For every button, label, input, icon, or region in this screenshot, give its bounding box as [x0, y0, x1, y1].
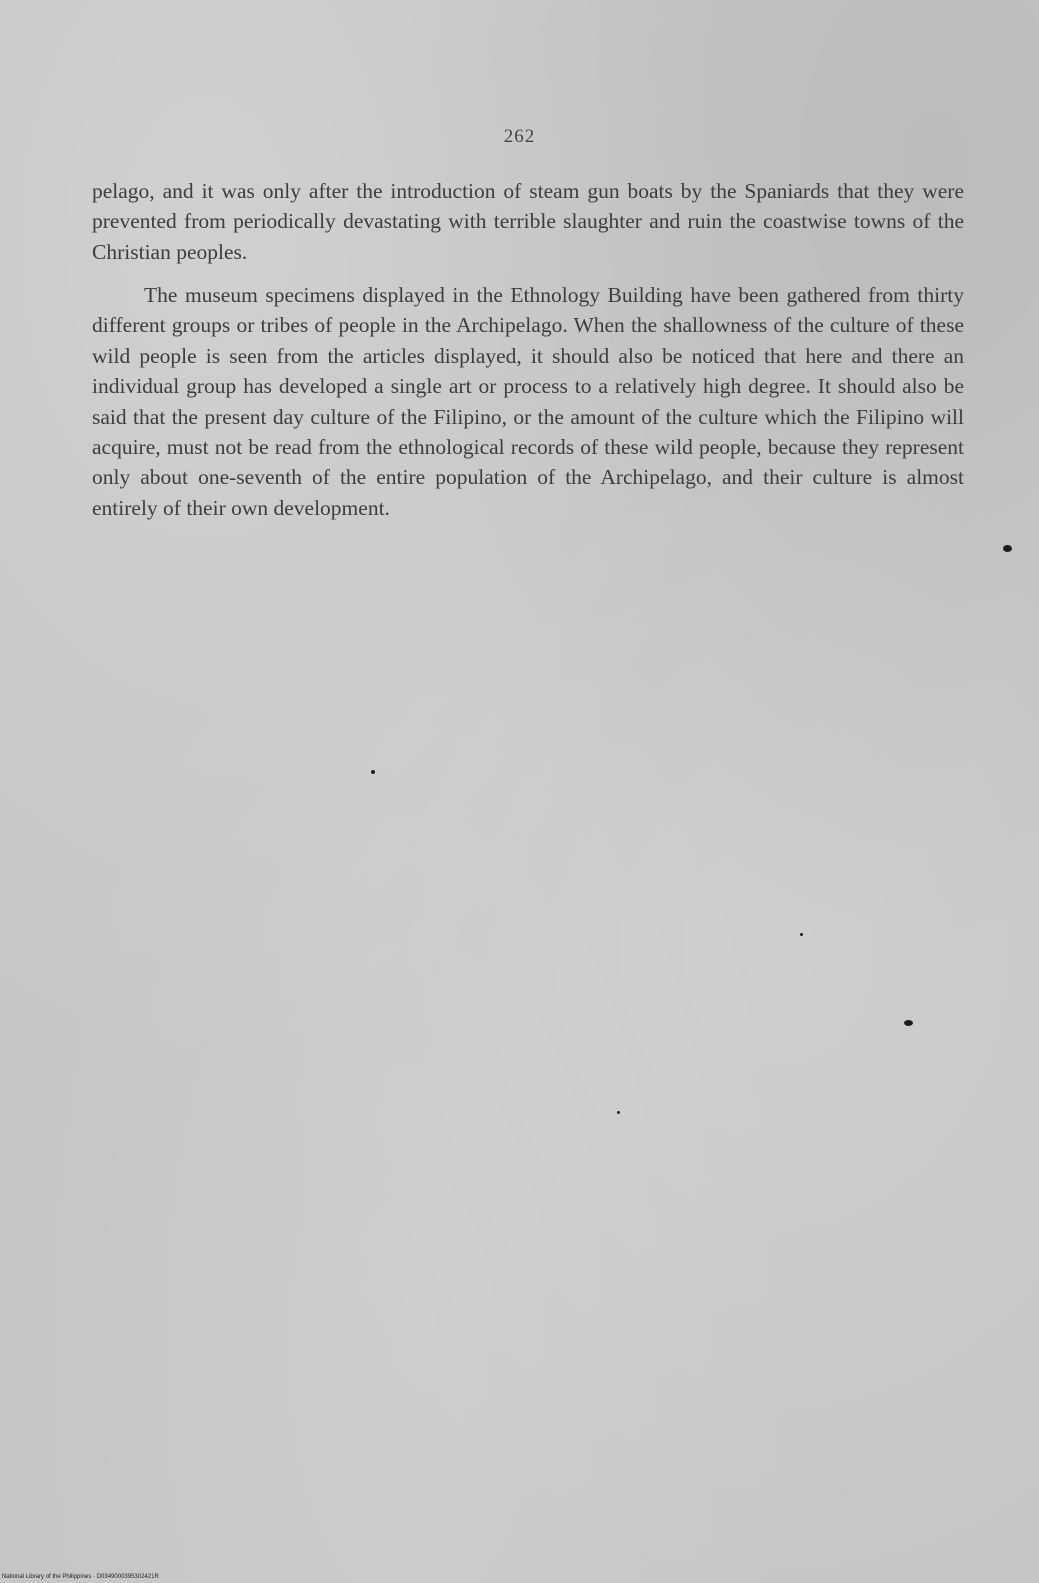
library-credit: National Library of the Philippines · D0349000395302421R	[2, 1574, 159, 1580]
ink-speck	[904, 1020, 913, 1026]
ink-speck	[371, 770, 375, 774]
ink-speck	[617, 1111, 620, 1114]
paragraph-ethnology-museum: The museum specimens displayed in the Ethnology Building have been gathered from thirty different groups or tribes of people in the Archipelago. When the shallowness of the culture of these wild people is seen from the articles displayed, it should also be noticed that here and there an individual group has developed a single art or process to a relatively high degree. It should also be said that the present day culture of the Filipino, or the amount of the culture which the Filipino will acquire, must not be read from the ethnological records of these wild people, because they represent only about one-seventh of the entire population of the Archipelago, and their culture is almost entirely of their own development.	[92, 283, 964, 520]
ink-speck	[800, 933, 803, 936]
page-number: 262	[503, 126, 536, 147]
paragraph-continuation: pelago, and it was only after the introduction of steam gun boats by the Spaniards that they were prevented from periodically devastating with terrible slaughter and ruin the coastwise towns of the Christian peoples.	[92, 179, 964, 264]
ink-speck	[1003, 545, 1012, 552]
